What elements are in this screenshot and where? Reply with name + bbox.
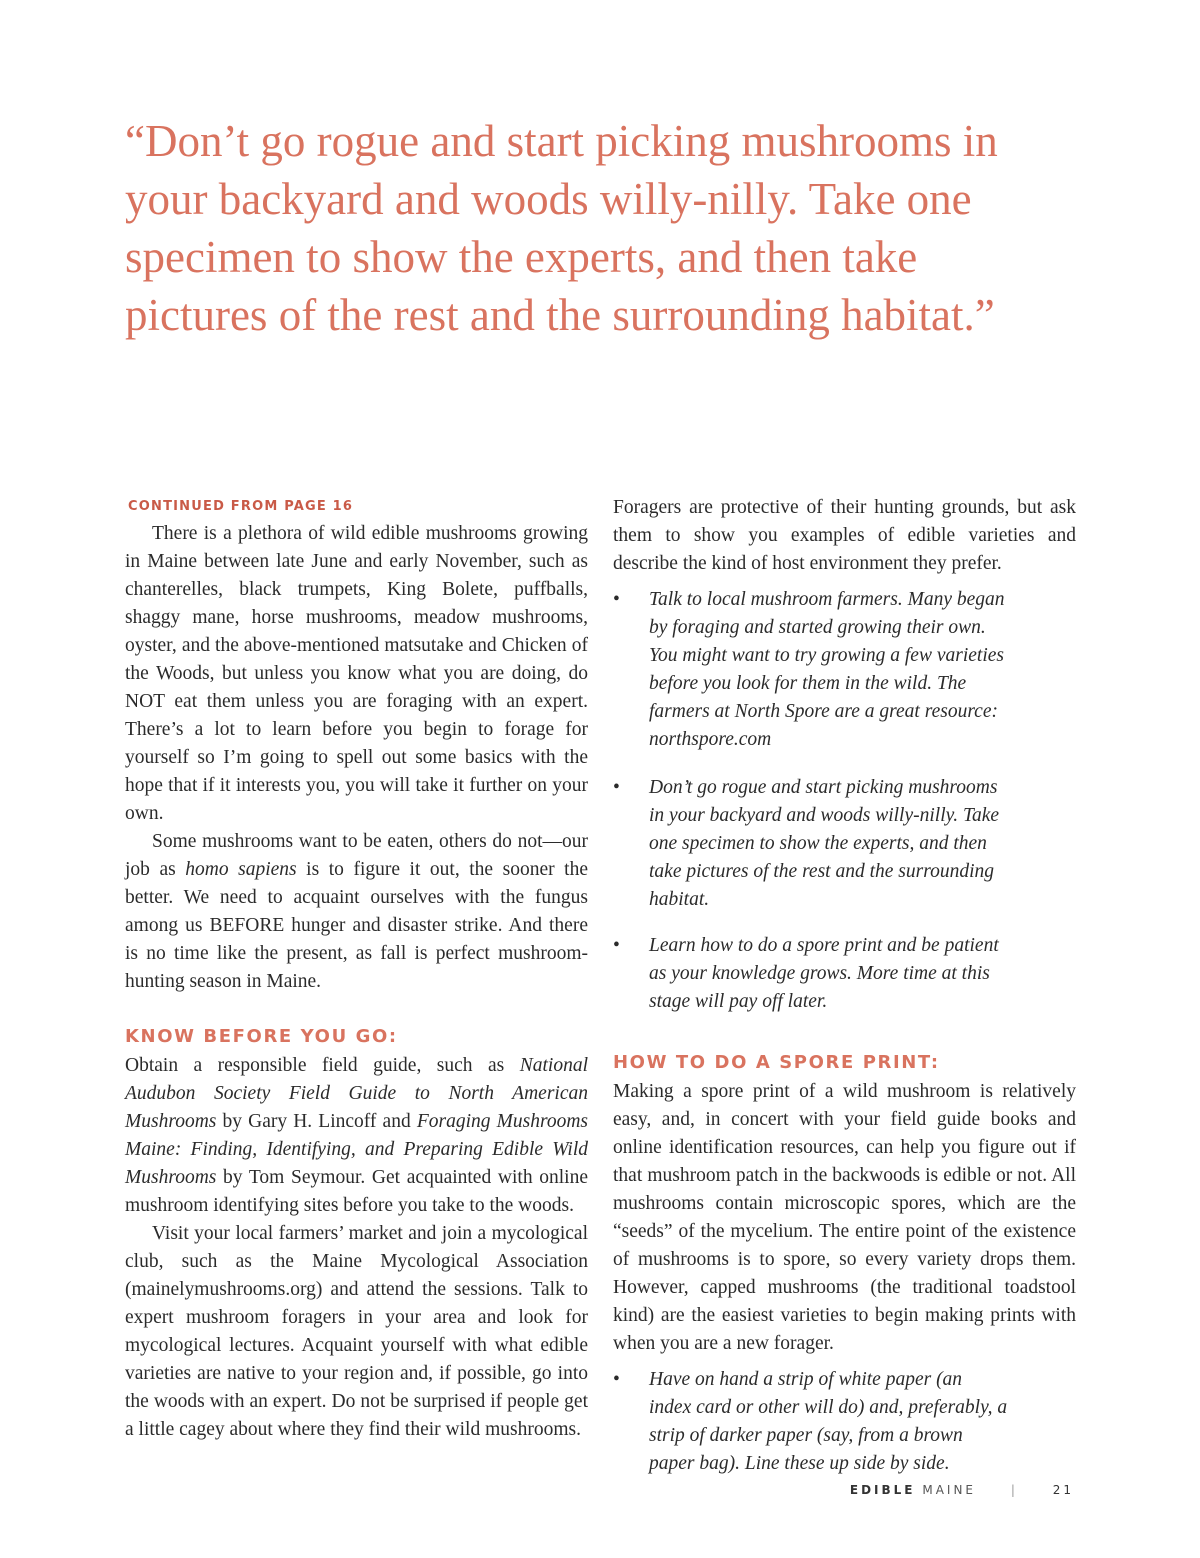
brand-name-bold: EDIBLE xyxy=(849,1483,916,1497)
italic-run: homo sapiens xyxy=(185,859,297,880)
text-run: by Gary H. Lincoff and xyxy=(216,1111,417,1132)
text-run: is to figure it out, the sooner the better. We need to acquaint ourselves with the fungus among us BEFORE hunger and disaster strike. And there is no time like the present, as fall is perfect mushroom-hunting season in Maine. xyxy=(125,859,588,992)
bullet-icon: • xyxy=(613,1369,620,1390)
page-number: 21 xyxy=(1052,1483,1074,1497)
tip-text: Don’t go rogue and start picking mushrooms in your backyard and woods willy-nilly. Take one specimen to show the experts, and then take pictures of the rest and the surrounding habitat. xyxy=(649,777,1000,910)
foragers-paragraph: Foragers are protective of their hunting grounds, but ask them to show you examples of edible varieties and describe the kind of host environment they prefer. xyxy=(613,497,1076,574)
text-run: Some mushrooms want to be eaten, others do not—our job as xyxy=(125,831,588,880)
book-title: Foraging Mushrooms Maine: Finding, Identifying, and Preparing Edible Wild Mushrooms xyxy=(125,1111,588,1188)
spore-print-paragraph: Making a spore print of a wild mushroom is relatively easy, and, in concert with your field guide books and online identification resources, can help you figure out if that mushroom patch in the backwoods is edible or not. All mushrooms contain microscopic spores, which are the “seeds” of the mycelium. The entire point of the existence of mushrooms is to spore, so every variety drops them. However, capped mushrooms (the traditional toadstool kind) are the easiest varieties to begin making prints with when you are a new forager. xyxy=(613,1081,1076,1354)
spore-tips-list xyxy=(613,1366,1076,1478)
list-item xyxy=(613,1366,1009,1478)
brand-name-light: MAINE xyxy=(922,1483,977,1497)
spore-print-heading: HOW TO DO A SPORE PRINT: xyxy=(613,1052,940,1073)
field-guide-paragraph xyxy=(125,1052,588,1220)
book-title: National Audubon Society Field Guide to North American Mushrooms xyxy=(125,1055,588,1132)
list-item xyxy=(613,774,1009,914)
continued-kicker: CONTINUED FROM PAGE 16 xyxy=(128,499,354,514)
pull-quote: “Don’t go rogue and start picking mushrooms in your backyard and woods willy-nilly. Take one specimen to show the experts, and then take pictures of the rest and the surrounding habitat.” xyxy=(125,116,998,340)
tips-list xyxy=(613,586,1076,1016)
bullet-icon: • xyxy=(613,589,620,610)
farmers-market-paragraph: Visit your local farmers’ market and join a mycological club, such as the Maine Mycological Association (mainelymushrooms.org) and attend the sessions. Talk to expert mushroom foragers in your area and look for mycological lectures. Acquaint yourself with what edible varieties are native to your region and, if possible, go into the woods with an expert. Do not be surprised if people get a little cagey about where they find their wild mushrooms. xyxy=(125,1223,588,1440)
bullet-icon: • xyxy=(613,777,620,798)
right-column xyxy=(613,494,1076,1478)
tip-text: Talk to local mushroom farmers. Many began by foraging and started growing their own. You might want to try growing a few varieties before you look for them in the wild. The farmers at North Spore are a great resource: northspore.com xyxy=(649,589,1005,750)
know-before-heading: KNOW BEFORE YOU GO: xyxy=(125,1026,398,1047)
footer-separator: | xyxy=(1010,1483,1018,1497)
list-item xyxy=(613,932,1009,1016)
homo-sapiens-paragraph xyxy=(125,828,588,996)
list-item xyxy=(613,586,1009,754)
intro-paragraph: There is a plethora of wild edible mushrooms growing in Maine between late June and early November, such as chanterelles, black trumpets, King Bolete, puffballs, shaggy mane, horse mushrooms, meadow mushrooms, oyster, and the above-mentioned matsutake and Chicken of the Woods, but unless you know what you are doing, do NOT eat them unless you are foraging with an expert. There’s a lot to learn before you begin to forage for yourself so I’m going to spell out some basics with the hope that if it interests you, you will take it further on your own. xyxy=(125,523,588,824)
bullet-icon: • xyxy=(613,935,620,956)
left-column xyxy=(125,494,588,1444)
text-run: by Tom Seymour. Get acquainted with online mushroom identifying sites before you take to the woods. xyxy=(125,1167,588,1216)
tip-text: Have on hand a strip of white paper (an index card or other will do) and, preferably, a strip of darker paper (say, from a brown paper bag). Line these up side by side. xyxy=(649,1369,1008,1474)
text-run: Obtain a responsible field guide, such as xyxy=(125,1055,520,1076)
tip-text: Learn how to do a spore print and be patient as your knowledge grows. More time at this stage will pay off later. xyxy=(649,935,999,1012)
page-footer xyxy=(850,1483,1074,1497)
